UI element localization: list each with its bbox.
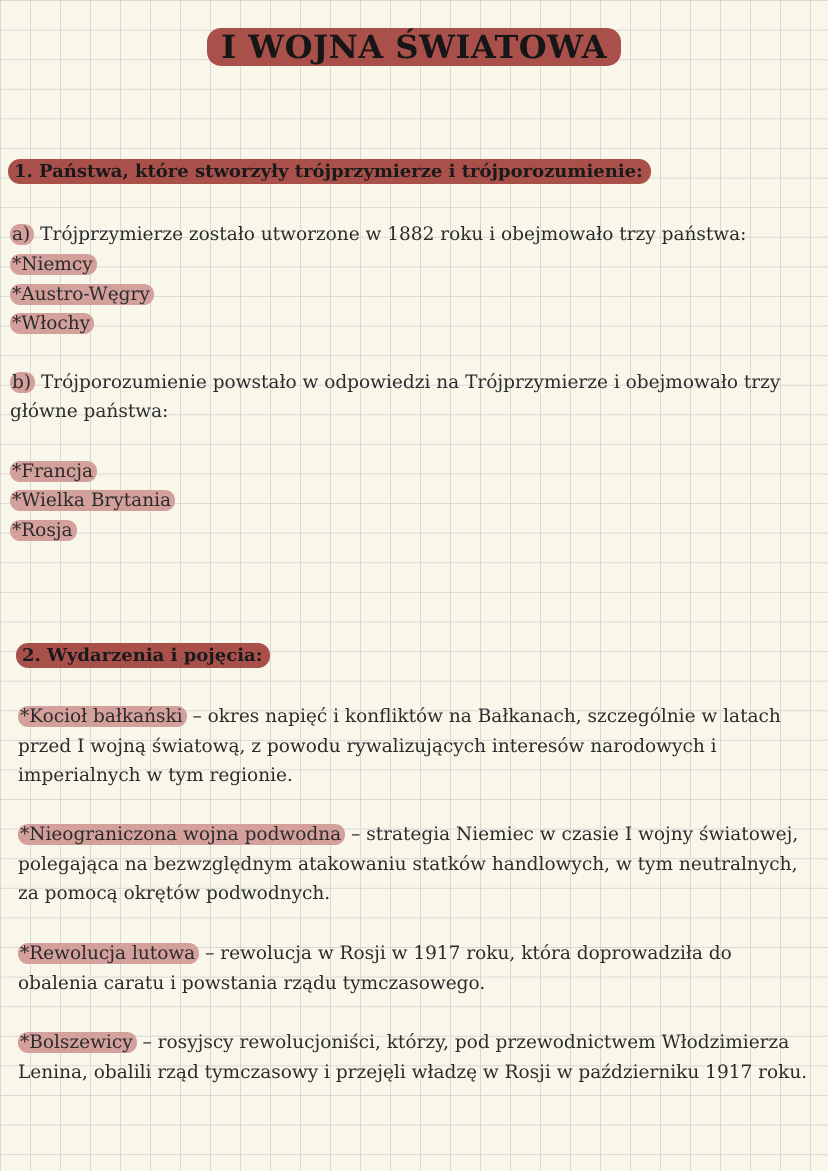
term-label: *Bolszewicy: [18, 1032, 137, 1053]
a-item-2: *Austro-Węgry: [10, 280, 154, 310]
b-item-2: *Wielka Brytania: [10, 486, 175, 516]
term-definition: – rosyjscy rewolucjoniści, którzy, pod przewodnictwem Włodzimierza Lenina, obalili rząd tymczasowy i przejęli władzę w Rosji w październiku 1917 roku.: [18, 1032, 808, 1083]
term-kociol: [18, 702, 808, 791]
b-marker: b): [10, 372, 35, 393]
b-text-2: główne państwa:: [10, 401, 169, 422]
term-wojna-podwodna: [18, 820, 808, 909]
section2-heading: 2. Wydarzenia i pojęcia:: [16, 645, 270, 666]
a-item-1: *Niemcy: [10, 250, 97, 280]
term-definition: – rewolucja w Rosji w 1917 roku, która doprowadziła do obalenia caratu i powstania rządu tymczasowego.: [18, 943, 732, 994]
a-item-3: *Włochy: [10, 309, 94, 339]
b-text-1: Trójporozumienie powstało w odpowiedzi na Trójprzymierze i obejmowało trzy: [35, 372, 781, 393]
term-definition: – strategia Niemiec w czasie I wojny światowej, polegająca na bezwzględnym atakowaniu statków handlowych, w tym neutralnych, za pomocą okrętów podwodnych.: [18, 824, 799, 905]
term-label: *Kocioł bałkański: [18, 706, 187, 727]
a-text: Trójprzymierze zostało utworzone w 1882 roku i obejmowało trzy państwa:: [34, 224, 747, 245]
term-definition: – okres napięć i konfliktów na Bałkanach, szczególnie w latach przed I wojną światową, z powodu rywalizujących interesów narodowych i imperialnych w tym regionie.: [18, 706, 781, 787]
page-title: I WOJNA ŚWIATOWA: [0, 28, 828, 66]
section1-b-line: [10, 368, 780, 398]
a-marker: a): [10, 224, 34, 245]
term-label: *Rewolucja lutowa: [18, 943, 199, 964]
section1-heading: 1. Państwa, które stworzyły trójprzymierze i trójporozumienie:: [8, 161, 651, 182]
term-label: *Nieograniczona wojna podwodna: [18, 824, 345, 845]
b-item-3: *Rosja: [10, 516, 77, 546]
b-item-1: *Francja: [10, 457, 97, 487]
term-rewolucja-lutowa: [18, 939, 808, 998]
section1-a-line: [10, 220, 746, 250]
term-bolszewicy: [18, 1028, 808, 1087]
